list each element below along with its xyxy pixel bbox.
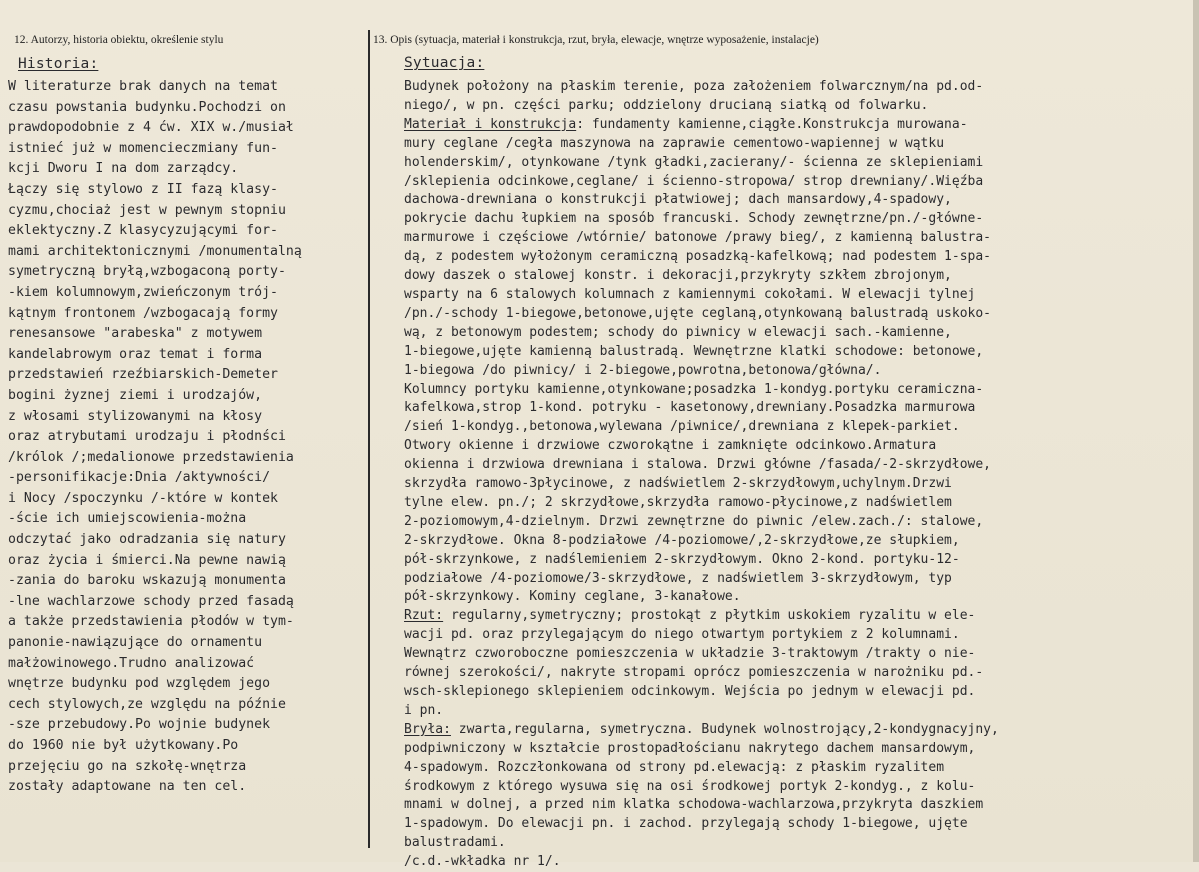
description-line-text: 1-spadowym. Do elewacji pn. i zachod. przylegają schody 1-biegowe, ujęte [404, 816, 968, 832]
description-line [404, 494, 1196, 513]
description-line [404, 248, 1196, 267]
history-line: oraz życia i śmierci.Na pewne nawią [8, 552, 286, 568]
description-line [404, 702, 1196, 721]
history-line: -ście ich umiejscowienia-można [8, 511, 247, 527]
description-line [404, 343, 1196, 362]
description-line-text: okienna i drzwiowa drewniana i stalowa. Drzwi główne /fasada/-2-skrzydłowe, [404, 457, 991, 473]
description-line [404, 154, 1196, 173]
description-line-text: 1-biegowe,ujęte kamienną balustradą. Wewnętrzne klatki schodowe: betonowe, [404, 343, 984, 359]
description-line [404, 116, 1196, 135]
description-line-text: wsch-sklepionego sklepieniem odcinkowym. Wejścia po jednym w elewacji pd. [404, 684, 976, 699]
description-line [404, 324, 1196, 343]
history-line: kątnym frontonem /wzbogacają formy [8, 305, 278, 321]
description-line-text: środkowym z którego wysuwa się na osi środkowej portyk 2-kondyg., z kolu- [404, 778, 976, 794]
description-line [404, 834, 1196, 853]
description-line [404, 551, 1196, 570]
history-line: -zania do baroku wskazują monumenta [8, 573, 286, 589]
description-line [404, 570, 1196, 589]
description-line-text: pół-skrzynkowy. Kominy ceglane, 3-kanałowe. [404, 589, 741, 605]
description-line [404, 588, 1196, 607]
description-line [404, 173, 1196, 192]
description-line-text: 2-skrzydłowe. Okna 8-podziałowe /4-poziomowe/,2-skrzydłowe,ze słupkiem, [404, 532, 960, 548]
history-line: mami architektonicznymi /monumentalną [8, 243, 302, 259]
history-line: W literaturze brak danych na temat [8, 79, 278, 94]
description-line [404, 513, 1196, 532]
history-line: -kiem kolumnowym,zwieńczonym trój- [8, 284, 278, 300]
history-line: i Nocy /spoczynku /-które w kontek [8, 490, 278, 506]
description-line [404, 97, 1196, 116]
description-line [404, 191, 1196, 210]
description-line-text: /pn./-schody 1-biegowe,betonowe,ujęte ceglaną,otynkowaną balustradą uskoko- [404, 305, 991, 321]
description-line-text: 2-poziomowym,4-dzielnym. Drzwi zewnętrzne do piwnic /elew.zach./: stalowe, [404, 513, 984, 529]
description-line-text: niego/, w pn. części parku; oddzielony drucianą siatką od folwarku. [404, 97, 929, 113]
history-line: kandelabrowym oraz temat i forma [8, 346, 263, 362]
history-line: zostały adaptowane na ten cel. [8, 779, 247, 795]
history-line: symetryczną bryłą,wzbogaconą porty- [8, 264, 286, 280]
history-line: a także przedstawienia płodów w tym- [8, 614, 294, 630]
history-line: wnętrze budynku pod względem jego [8, 676, 271, 692]
history-line: -lne wachlarzowe schody przed fasadą [8, 593, 294, 609]
description-line [404, 759, 1196, 778]
history-line: do 1960 nie był użytkowany.Po [8, 738, 239, 753]
history-line: -sze przebudowy.Po wojnie budynek [8, 717, 271, 733]
description-line [404, 78, 1196, 97]
description-line [404, 437, 1196, 456]
description-line-text: wsparty na 6 stalowych kolumnach z kamiennymi cokołami. W elewacji tylnej [404, 286, 976, 302]
description-line-text: podziałowe /4-poziomowe/3-skrzydłowe, z nadświetlem 3-skrzydłowym, typ [404, 570, 952, 586]
description-line-text: dą, z podestem wyłożonym ceramiczną posadzką-kafelkową; nad podestem 1-spa- [404, 249, 991, 265]
description-line-text: /sień 1-kondyg.,betonowa,wylewana /piwnice/,drewniana z klepek-parkiet. [404, 419, 960, 435]
description-line-text: pokrycie dachu łupkiem na sposób francuski. Schody zewnętrzne/pn./-główne- [404, 211, 984, 227]
description-line [404, 683, 1196, 702]
history-line: renesansowe "arabeska" z motywem [8, 326, 263, 342]
description-line-text: dachowa-drewniana o konstrukcji płatwiowej; dach mansardowy,4-spadowy, [404, 192, 952, 208]
description-line [404, 305, 1196, 324]
subsection-label: Materiał i konstrukcja [404, 116, 577, 132]
description-line-text: : fundamenty kamienne,ciągłe.Konstrukcja murowana- [576, 116, 968, 132]
situation-heading: Sytuacja: [404, 55, 485, 71]
history-line: małżowinowego.Trudno analizować [8, 655, 255, 671]
description-line [404, 229, 1196, 248]
description-line-text: Otwory okienne i drzwiowe czworokątne i zamknięte odcinkowo.Armatura [404, 438, 937, 454]
description-line [404, 815, 1196, 834]
description-line-text: zwarta,regularna, symetryczna. Budynek wolnostrojący,2-kondygnacyjny, [450, 721, 999, 737]
description-line [404, 210, 1196, 229]
description-line-text: holenderskim/, otynkowane /tynk gładki,zacierany/- ścienna ze sklepieniami [404, 154, 984, 170]
description-line-text: /sklepienia odcinkowe,ceglane/ i ścienno-stropowa/ strop drewniany/.Więźba [404, 173, 984, 189]
history-line: przedstawień rzeźbiarskich-Demeter [8, 367, 278, 383]
history-line: eklektyczny.Z klasycyzującymi for- [8, 223, 278, 239]
description-line [404, 286, 1196, 305]
description-line [404, 399, 1196, 418]
description-line [404, 778, 1196, 797]
subsection-label: Rzut: [404, 608, 444, 624]
description-line [404, 418, 1196, 437]
description-line-text: równej szerokości/, nakryte stropami oprócz pomieszczenia w narożniku pd.- [404, 665, 984, 681]
description-line-text: kafelkowa,strop 1-kond. potryku - kasetonowy,drewniany.Posadzka marmurowa [404, 400, 976, 416]
description-line-text: mury ceglane /cegła maszynowa na zaprawie cementowo-wapiennej w wątku [404, 135, 945, 151]
description-line [404, 267, 1196, 286]
history-line: Łączy się stylowo z II fazą klasy- [8, 181, 278, 197]
description-line-text: /c.d.-wkładka nr 1/. [404, 854, 561, 870]
history-heading: Historia: [18, 56, 99, 72]
description-line [404, 532, 1196, 551]
description-line [404, 740, 1196, 759]
subsection-label: Bryła: [404, 721, 451, 737]
description-line-text: Budynek położony na płaskim terenie, poza założeniem folwarcznym/na pd.od- [404, 79, 984, 94]
history-line: oraz atrybutami urodzaju i płodnści [8, 429, 286, 445]
description-line [404, 607, 1196, 626]
column-divider [368, 30, 370, 848]
description-line [404, 475, 1196, 494]
description-line-text: wacji pd. oraz przylegającym do niego otwartym portykiem z 2 kolumnami. [404, 627, 960, 643]
description-line-text: regularny,symetryczny; prostokąt z płytkim uskokiem ryzalitu w ele- [443, 608, 976, 624]
history-line: bogini żyznej ziemi i urodzajów, [8, 387, 263, 403]
history-line: istnieć już w momencieczmiany fun- [8, 140, 278, 156]
description-line [404, 381, 1196, 400]
history-line: czasu powstania budynku.Pochodzi on [8, 99, 286, 115]
description-line [404, 362, 1196, 381]
description-line-text: i pn. [404, 702, 444, 718]
history-line: z włosami stylizowanymi na kłosy [8, 408, 263, 424]
section-12-header: 12. Autorzy, historia obiektu, określenie stylu [14, 34, 224, 46]
description-line-text: mnami w dolnej, a przed nim klatka schodowa-wachlarzowa,przykryta daszkiem [404, 797, 984, 813]
section-13-header: 13. Opis (sytuacja, materiał i konstrukcja, rzut, bryła, elewacje, wnętrze wyposażenie, instalacje) [373, 34, 819, 46]
description-line-text: skrzydła ramowo-3płycinowe, z nadświetlem 2-skrzydłowym,uchylnym.Drzwi [404, 476, 952, 492]
description-line-text: 4-spadowym. Rozczłonkowana od strony pd.elewacją: z płaskim ryzalitem [404, 759, 945, 775]
description-line-text: Kolumncy portyku kamienne,otynkowane;posadzka 1-kondyg.portyku ceramiczna- [404, 381, 984, 397]
description-line-text: wą, z betonowym podestem; schody do piwnicy w elewacji sach.-kamienne, [404, 324, 952, 340]
description-line [404, 645, 1196, 664]
card-edge [1193, 0, 1199, 862]
history-line: prawdopodobnie z 4 ćw. XIX w./musiał [8, 120, 294, 136]
history-line: przejęciu go na szkołę-wnętrza [8, 758, 247, 774]
description-line-text: podpiwniczony w kształcie prostopadłościanu nakrytego dachem mansardowym, [404, 740, 976, 756]
description-line [404, 721, 1196, 740]
description-line-text: tylne elew. pn./; 2 skrzydłowe,skrzydła ramowo-płycinowe,z nadświetlem [404, 494, 952, 510]
history-text [8, 77, 364, 798]
description-line-text: 1-biegowa /do piwnicy/ i 2-biegowe,powrotna,betonowa/główna/. [404, 362, 882, 378]
history-line: cyzmu,chociaż jest w pewnym stopniu [8, 202, 286, 218]
history-line: panonie-nawiązujące do ornamentu [8, 635, 263, 651]
history-line: /królok /;medalionowe przedstawienia [8, 449, 294, 465]
description-line-text: Wewnątrz czworoboczne pomieszczenia w układzie 3-traktowym /trakty o nie- [404, 646, 976, 662]
history-line: kcji Dworu I na dom zarządcy. [8, 161, 239, 177]
description-line-text: balustradami. [404, 835, 506, 851]
description-line [404, 135, 1196, 154]
description-line [404, 664, 1196, 683]
description-line [404, 626, 1196, 645]
description-line [404, 853, 1196, 872]
history-line: cech stylowych,ze względu na późnie [8, 696, 286, 712]
description-line [404, 796, 1196, 815]
history-line: -personifikacje:Dnia /aktywności/ [8, 470, 271, 486]
description-text [404, 78, 1196, 872]
description-line-text: marmurowe i częściowe /wtórnie/ batonowe /prawy bieg/, z kamienną balustra- [404, 230, 991, 246]
description-line-text: dowy daszek o stalowej konstr. i dekoracji,przykryty szkłem zbrojonym, [404, 268, 952, 284]
history-line: odczytać jako odradzania się natury [8, 532, 286, 548]
description-line [404, 456, 1196, 475]
description-line-text: pół-skrzynkowe, z nadślemieniem 2-skrzydłowym. Okno 2-kond. portyku-12- [404, 551, 960, 567]
